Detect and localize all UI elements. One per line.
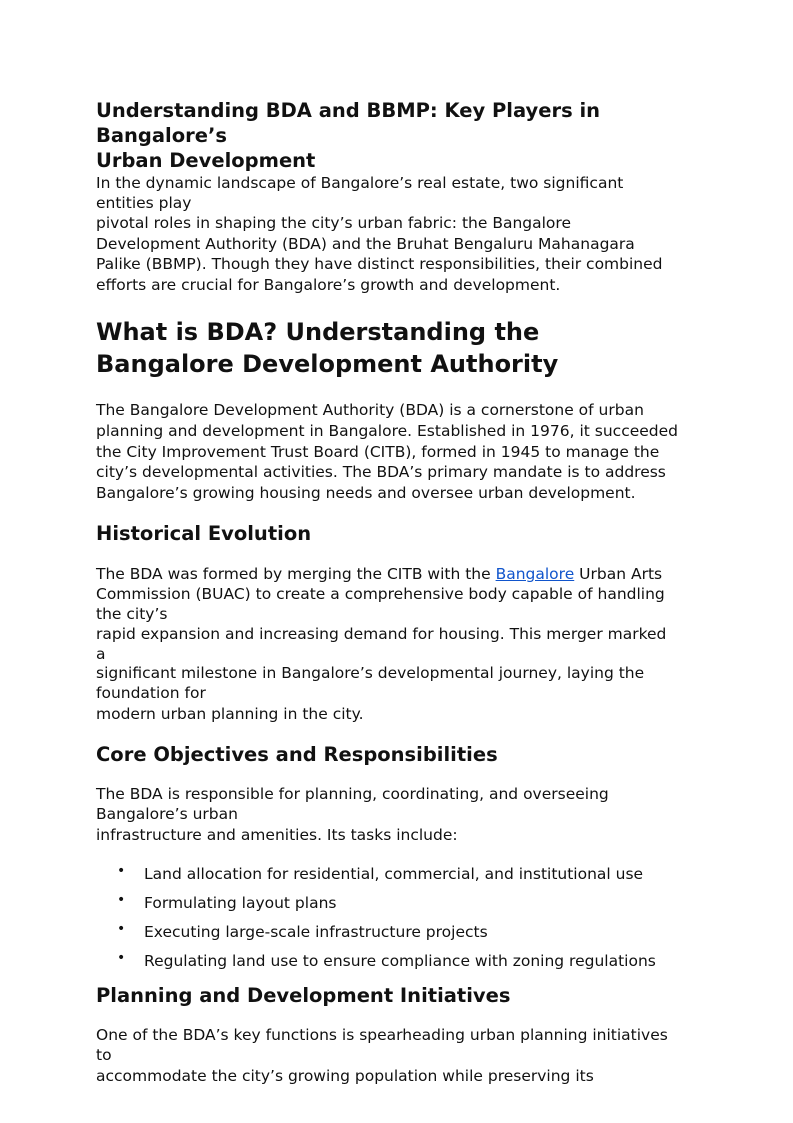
bda-heading-line-2: Bangalore Development Authority bbox=[96, 349, 559, 378]
core-line: Bangalore’s urban bbox=[96, 804, 238, 823]
intro-paragraph bbox=[96, 173, 706, 296]
list-item bbox=[96, 893, 706, 922]
planning-paragraph bbox=[96, 1026, 706, 1087]
history-line: the city’s bbox=[96, 604, 168, 623]
bangalore-link[interactable]: Bangalore bbox=[495, 564, 575, 583]
title-line-3: Urban Development bbox=[96, 149, 316, 172]
history-line bbox=[96, 564, 706, 585]
intro-line: Palike (BBMP). Though they have distinct responsibilities, their combined bbox=[96, 255, 663, 274]
list-item bbox=[96, 864, 706, 893]
list-item bbox=[96, 951, 706, 980]
history-line: modern urban planning in the city. bbox=[96, 705, 364, 724]
title-line-2: Bangalore’s bbox=[96, 124, 227, 147]
responsibilities-list bbox=[96, 864, 706, 981]
core-heading: Core Objectives and Responsibilities bbox=[96, 742, 498, 766]
intro-line: pivotal roles in shaping the city’s urban fabric: the Bangalore bbox=[96, 213, 571, 232]
intro-line: efforts are crucial for Bangalore’s growth and development. bbox=[96, 276, 561, 295]
history-paragraph bbox=[96, 564, 706, 725]
planning-line: One of the BDA’s key functions is spearheading urban planning initiatives bbox=[96, 1025, 668, 1044]
bda-line: city’s developmental activities. The BDA’s primary mandate is to address bbox=[96, 463, 666, 482]
core-line: infrastructure and amenities. Its tasks include: bbox=[96, 825, 458, 844]
history-line: Commission (BUAC) to create a comprehensive body capable of handling bbox=[96, 584, 665, 603]
bullet-icon: • bbox=[117, 891, 126, 908]
list-item-text: Land allocation for residential, commercial, and institutional use bbox=[144, 864, 644, 883]
list-item-text: Executing large-scale infrastructure projects bbox=[144, 923, 488, 942]
history-line: a bbox=[96, 644, 106, 663]
core-line: The BDA is responsible for planning, coordinating, and overseeing bbox=[96, 784, 609, 803]
bda-line: Bangalore’s growing housing needs and oversee urban development. bbox=[96, 484, 636, 503]
list-item-text: Regulating land use to ensure compliance with zoning regulations bbox=[144, 952, 656, 971]
history-text-after: Urban Arts bbox=[574, 564, 663, 583]
list-item-text: Formulating layout plans bbox=[144, 893, 337, 912]
bullet-icon: • bbox=[117, 921, 126, 938]
core-paragraph bbox=[96, 785, 706, 846]
list-item bbox=[96, 922, 706, 951]
bda-line: planning and development in Bangalore. Established in 1976, it succeeded bbox=[96, 421, 679, 440]
bullet-icon: • bbox=[117, 862, 126, 879]
intro-line: entities play bbox=[96, 193, 192, 212]
history-line: rapid expansion and increasing demand for housing. This merger marked bbox=[96, 624, 667, 643]
intro-line: Development Authority (BDA) and the Bruhat Bengaluru Mahanagara bbox=[96, 234, 635, 253]
bda-line: The Bangalore Development Authority (BDA) is a cornerstone of urban bbox=[96, 400, 644, 419]
bullet-icon: • bbox=[117, 950, 126, 967]
bda-paragraph bbox=[96, 400, 706, 504]
history-line: foundation for bbox=[96, 684, 206, 703]
intro-line: In the dynamic landscape of Bangalore’s real estate, two significant bbox=[96, 174, 624, 192]
bda-line: the City Improvement Trust Board (CITB), formed in 1945 to manage the bbox=[96, 442, 660, 461]
bda-heading bbox=[96, 316, 706, 380]
document-page bbox=[96, 98, 706, 1086]
document-title bbox=[96, 98, 706, 173]
planning-line: to bbox=[96, 1045, 112, 1064]
bda-heading-line-1: What is BDA? Understanding the bbox=[96, 317, 540, 346]
history-line: significant milestone in Bangalore’s developmental journey, laying the bbox=[96, 664, 645, 683]
title-line-1: Understanding BDA and BBMP: Key Players in bbox=[96, 99, 601, 122]
history-heading: Historical Evolution bbox=[96, 521, 312, 545]
planning-heading: Planning and Development Initiatives bbox=[96, 983, 511, 1007]
planning-line: accommodate the city’s growing population while preserving its bbox=[96, 1066, 594, 1085]
history-text-before: The BDA was formed by merging the CITB with the bbox=[96, 564, 496, 583]
